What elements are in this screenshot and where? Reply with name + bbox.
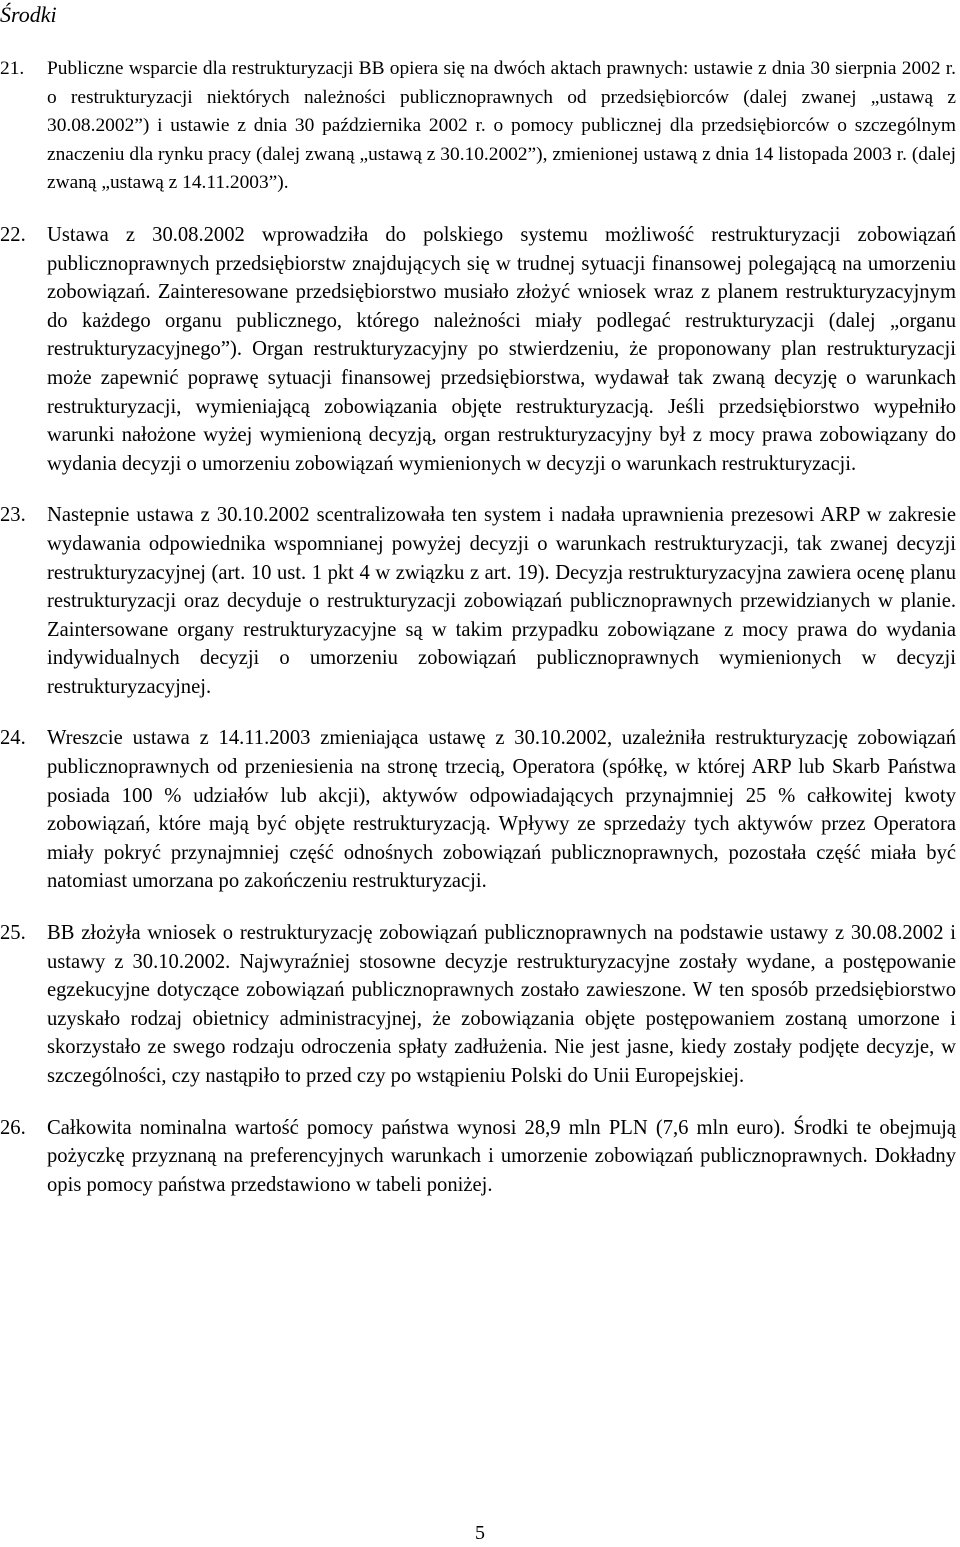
section-heading: Środki	[0, 2, 57, 27]
paragraph-25	[0, 919, 956, 1091]
paragraph-list	[0, 55, 956, 1222]
paragraph-24	[0, 724, 956, 896]
paragraph-text: BB złożyła wniosek o restrukturyzację zobowiązań publicznoprawnych na podstawie ustawy z 30.08.2002 i ustawy z 30.10.2002. Najwyraźniej stosowne decyzje restrukturyzacyjne zostały wydane, a postępowanie egzekucyjne dotyczące zobowiązań publicznoprawnych zostało zawieszone. W ten sposób przedsiębiorstwo uzyskało rodzaj obietnicy administracyjnej, że zobowiązania objęte postępowaniem zostaną umorzone i skorzystało ze swego rodzaju odroczenia spłaty zadłużenia. Nie jest jasne, kiedy zostały podjęte decyzje, w szczególności, czy nastąpiło to przed czy po wstąpieniu Polski do Unii Europejskiej.	[47, 922, 956, 1087]
paragraph-26	[0, 1114, 956, 1200]
paragraph-text: Ustawa z 30.08.2002 wprowadziła do polskiego systemu możliwość restrukturyzacji zobowiązań publicznoprawnych przedsiębiorstw znajdujących się w trudnej sytuacji finansowej polegającą na umorzeniu zobowiązań. Zainteresowane przedsiębiorstwo musiało złożyć wniosek wraz z planem restrukturyzacyjnym do każdego organu publicznego, którego należności miały podlegać restrukturyzacji (dalej „organu restrukturyzacyjnego”). Organ restrukturyzacyjny po stwierdzeniu, że proponowany plan restrukturyzacji może zapewnić poprawę sytuacji finansowej przedsiębiorstwa, wydawał tak zwaną decyzję o warunkach restrukturyzacji, wymieniającą zobowiązania objęte restrukturyzacją. Jeśli przedsiębiorstwo wypełniło warunki nałożone wyżej wymienioną decyzją, organ restrukturyzacyjny był z mocy prawa zobowiązany do wydania decyzji o umorzeniu zobowiązań wymienionych w decyzji o warunkach restrukturyzacji.	[47, 223, 956, 475]
paragraph-number: 26.	[0, 1116, 26, 1139]
paragraph-23	[0, 501, 956, 701]
paragraph-number: 22.	[0, 223, 26, 246]
page-number: 5	[475, 1522, 485, 1544]
paragraph-text: Wreszcie ustawa z 14.11.2003 zmieniająca ustawę z 30.10.2002, uzależniła restrukturyzację zobowiązań publicznoprawnych od przeniesienia na stronę trzecią, Operatora (spółkę, w której ARP lub Skarb Państwa posiada 100 % udziałów lub akcji), aktywów odpowiadających przynajmniej 25 % całkowitej kwoty zobowiązań, które mają być objęte restrukturyzacją. Wpływy ze sprzedaży tych aktywów przez Operatora miały pokryć przynajmniej część odnośnych zobowiązań publicznoprawnych, pozostała część miała być natomiast umorzana po zakończeniu restrukturyzacji.	[47, 727, 956, 893]
paragraph-text: Nastepnie ustawa z 30.10.2002 scentralizowała ten system i nadała uprawnienia prezesowi ARP w zakresie wydawania odpowiednika wspomnianej powyżej decyzji o warunkach restrukturyzacji, tak zwanej decyzji restrukturyzacyjnej (art. 10 ust. 1 pkt 4 w związku z art. 19). Decyzja restrukturyzacyjna zawiera ocenę planu restrukturyzacji oraz decyduje o restrukturyzacji zobowiązań publicznoprawnych przewidzianych w planie. Zaintersowane organy restrukturyzacyjne są w takim przypadku zobowiązane z mocy prawa do wydania indywidualnych decyzji o umorzeniu zobowiązań publicznoprawnych wymienionych w decyzji restrukturyzacyjnej.	[47, 504, 956, 698]
paragraph-number: 21.	[0, 58, 25, 79]
paragraph-number: 25.	[0, 922, 26, 945]
paragraph-text: Publiczne wsparcie dla restrukturyzacji BB opiera się na dwóch aktach prawnych: ustawie z dnia 30 sierpnia 2002 r. o restrukturyzacji niektórych należności publicznoprawnych od przedsiębiorców (dalej zwanej „ustawą z 30.08.2002”) i ustawie z dnia 30 października 2002 r. o pomocy publicznej dla przedsiębiorców o szczególnym znaczeniu dla rynku pracy (dalej zwaną „ustawą z 30.10.2002”), zmienionej ustawą z dnia 14 listopada 2003 r. (dalej zwaną „ustawą z 14.11.2003”).	[47, 58, 956, 194]
paragraph-number: 23.	[0, 504, 26, 527]
paragraph-text: Całkowita nominalna wartość pomocy państwa wynosi 28,9 mln PLN (7,6 mln euro). Środki te obejmują pożyczkę przyznaną na preferencyjnych warunkach i umorzenie zobowiązań publicznoprawnych. Dokładny opis pomocy państwa przedstawiono w tabeli poniżej.	[47, 1116, 956, 1196]
paragraph-21	[0, 55, 956, 198]
paragraph-22	[0, 221, 956, 478]
paragraph-number: 24.	[0, 727, 26, 750]
